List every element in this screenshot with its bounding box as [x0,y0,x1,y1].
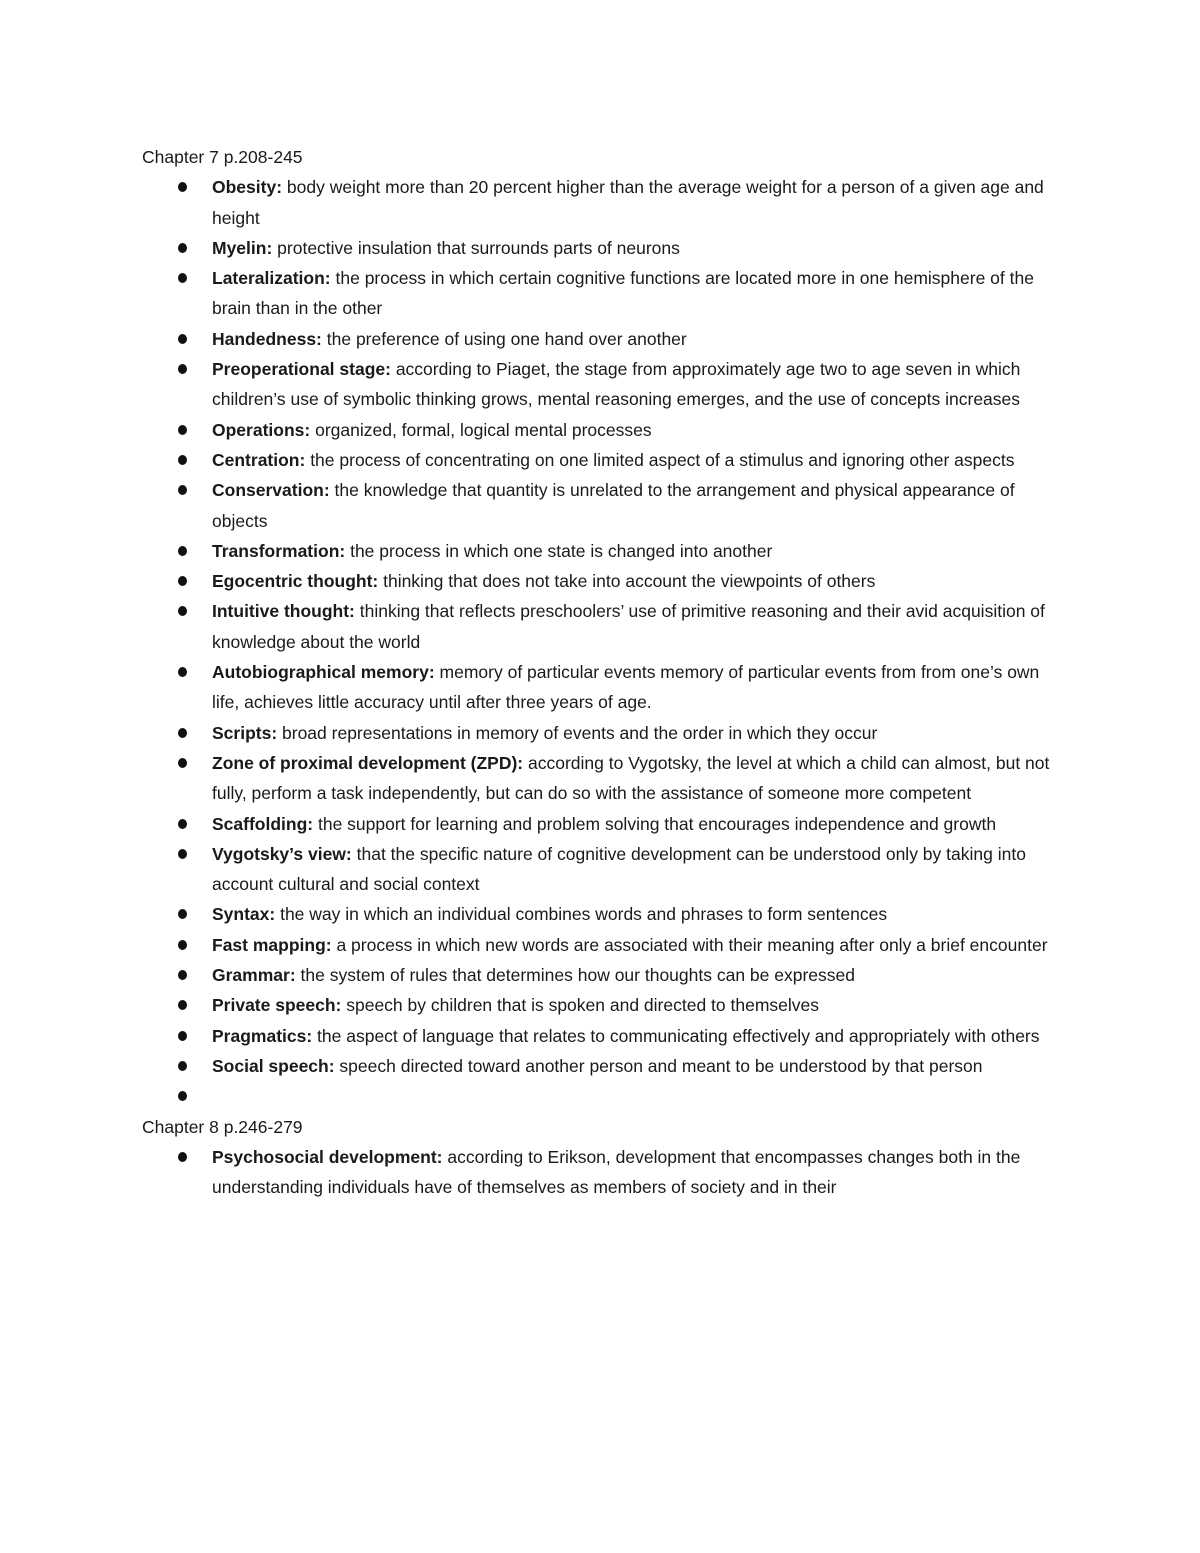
term-label: Autobiographical memory: [212,662,435,683]
list-item [142,748,1062,809]
term-label: Zone of proximal development (ZPD): [212,752,524,773]
bullet-icon [178,758,187,768]
bullet-icon [178,819,187,829]
term-label: Social speech: [212,1055,335,1076]
term-definition: the preference of using one hand over another [321,328,687,349]
list-item [142,1021,1062,1051]
term-definition: protective insulation that surrounds parts of neurons [272,237,680,258]
term-label: Scaffolding: [212,813,314,834]
term-label: Obesity: [212,177,283,198]
list-item [142,657,1062,718]
term-definition: the way in which an individual combines words and phrases to form sentences [275,904,888,925]
term-label: Syntax: [212,904,276,925]
bullet-icon [178,970,187,980]
term-list [142,172,1062,1111]
term-label: Conservation: [212,480,330,501]
bullet-icon [178,1091,187,1101]
term-label: Fast mapping: [212,934,332,955]
term-label: Private speech: [212,995,342,1016]
bullet-icon [178,546,187,556]
term-label: Handedness: [212,328,322,349]
list-item [142,960,1062,990]
term-definition: a process in which new words are associated with their meaning after only a brief encounter [331,934,1048,955]
term-label: Pragmatics: [212,1025,313,1046]
bullet-icon [178,576,187,586]
term-definition: the support for learning and problem solving that encourages independence and growth [313,813,997,834]
term-definition: the process in which one state is changed into another [345,540,773,561]
list-item [142,596,1062,657]
term-label: Intuitive thought: [212,601,355,622]
document-body [142,142,1062,1202]
term-definition: according to Piaget, the stage from approximately age two to age seven in which children’s use of symbolic thinking grows, mental reasoning emerges, and the use of concepts increases [212,359,1021,410]
term-label: Operations: [212,419,311,440]
list-item [142,1142,1062,1203]
term-definition: thinking that does not take into account the viewpoints of others [378,571,876,592]
term-label: Centration: [212,449,306,470]
list-item [142,263,1062,324]
bullet-icon [178,334,187,344]
term-label: Vygotsky’s view: [212,843,352,864]
bullet-icon [178,273,187,283]
term-list [142,1142,1062,1203]
term-definition: speech directed toward another person and meant to be understood by that person [334,1055,983,1076]
term-definition: thinking that reflects preschoolers’ use of primitive reasoning and their avid acquisition of knowledge about the world [212,601,1045,652]
term-definition: the aspect of language that relates to communicating effectively and appropriately with others [312,1025,1040,1046]
bullet-icon [178,425,187,435]
term-definition: according to Erikson, development that encompasses changes both in the understanding individuals have of themselves as members of society and in their [212,1146,1021,1198]
term-label: Psychosocial development: [212,1146,443,1167]
term-label: Grammar: [212,965,296,986]
list-item [142,475,1062,536]
term-label: Myelin: [212,237,273,258]
list-item [142,324,1062,354]
list-item [142,718,1062,748]
term-definition: the knowledge that quantity is unrelated to the arrangement and physical appearance of objects [212,480,1015,531]
term-definition: the process in which certain cognitive functions are located more in one hemisphere of the brain than in the other [212,268,1034,319]
chapter-heading: Chapter 7 p.208-245 [142,147,303,167]
term-definition: organized, formal, logical mental processes [310,419,652,440]
bullet-icon [178,1000,187,1010]
bullet-icon [178,364,187,374]
list-item [142,172,1062,233]
bullet-icon [178,606,187,616]
list-item [142,1081,1062,1111]
list-item [142,233,1062,263]
term-label: Transformation: [212,540,346,561]
list-item [142,566,1062,596]
bullet-icon [178,455,187,465]
bullet-icon [178,1152,187,1162]
term-definition: the system of rules that determines how our thoughts can be expressed [295,965,855,986]
term-label: Preoperational stage: [212,359,391,380]
list-item [142,445,1062,475]
bullet-icon [178,182,187,192]
term-definition: broad representations in memory of events and the order in which they occur [277,722,878,743]
list-item [142,990,1062,1020]
bullet-icon [178,1061,187,1071]
list-item [142,809,1062,839]
bullet-icon [178,1031,187,1041]
bullet-icon [178,728,187,738]
term-definition: according to Vygotsky, the level at which a child can almost, but not fully, perform a task independently, but can do so with the assistance of someone more competent [212,752,1050,804]
list-item [142,354,1062,415]
bullet-icon [178,940,187,950]
term-definition: memory of particular events memory of particular events from from one’s own life, achieves little accuracy until after three years of age. [212,662,1040,713]
list-item [142,415,1062,445]
list-item [142,899,1062,929]
term-definition: speech by children that is spoken and directed to themselves [341,995,820,1016]
bullet-icon [178,243,187,253]
term-definition: the process of concentrating on one limited aspect of a stimulus and ignoring other aspects [305,449,1015,470]
bullet-icon [178,849,187,859]
list-item [142,536,1062,566]
list-item [142,1051,1062,1081]
list-item [142,839,1062,900]
chapter-heading: Chapter 8 p.246-279 [142,1116,303,1137]
term-definition: that the specific nature of cognitive development can be understood only by taking into account cultural and social context [212,843,1026,895]
bullet-icon [178,667,187,677]
term-label: Egocentric thought: [212,571,379,592]
list-item [142,930,1062,960]
bullet-icon [178,909,187,919]
bullet-icon [178,485,187,495]
term-label: Scripts: [212,722,278,743]
term-definition: body weight more than 20 percent higher than the average weight for a person of a given age and height [212,177,1044,228]
term-label: Lateralization: [212,268,331,289]
